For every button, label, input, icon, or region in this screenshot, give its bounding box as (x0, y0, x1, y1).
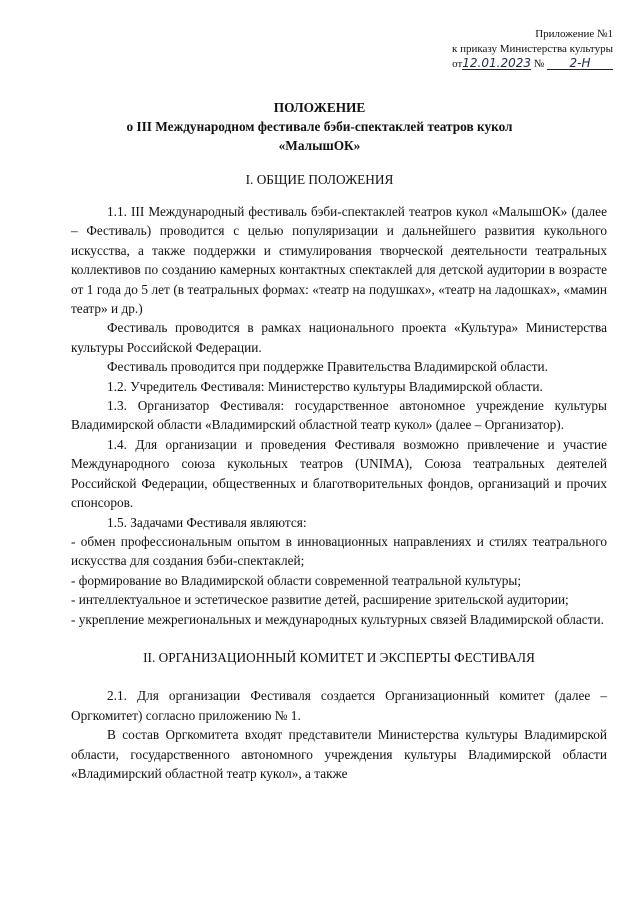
task-item: - укрепление межрегиональных и международных культурных связей Владимирской области. (71, 611, 604, 627)
document-body (71, 202, 607, 783)
paragraph-1-4: 1.4. Для организации и проведения Фестиваля возможно привлечение и участие Международного союза кукольных театров (UNIMA), Союза театральных деятелей Российской Федерации, общественных и благотворительных фондов, организаций и прочих спонсоров. (71, 436, 607, 511)
section-spacer (71, 629, 607, 648)
attachment-line-1: Приложение №1 (535, 28, 613, 40)
section-1-heading: I. ОБЩИЕ ПОЛОЖЕНИЯ (245, 172, 394, 187)
attachment-date-number-line (373, 57, 613, 72)
handwritten-date: 12.01.2023 (462, 56, 531, 70)
paragraph-national-project: Фестиваль проводится в рамках национального проекта «Культура» Министерства культуры Российской Федерации. (71, 320, 607, 355)
handwritten-number: 2-Н (547, 57, 613, 70)
task-item: - обмен профессиональным опытом в инновационных направлениях и стилях театрального искусства для создания бэби-спектаклей; (71, 533, 607, 569)
paragraph-1-2: 1.2. Учредитель Фестиваля: Министерство культуры Владимирской области. (107, 378, 543, 394)
task-item: - интеллектуальное и эстетическое развитие детей, расширение зрительской аудитории; (71, 592, 569, 608)
document-subtitle-line-2: «МалышОК» (278, 138, 361, 153)
paragraph-support: Фестиваль проводится при поддержке Правительства Владимирской области. (107, 359, 548, 375)
section-2-heading: II. ОРГАНИЗАЦИОННЫЙ КОМИТЕТ И ЭКСПЕРТЫ ФЕСТИВАЛЯ (143, 649, 535, 665)
section-spacer (71, 667, 607, 686)
document-subtitle-line-1: о III Международном фестивале бэби-спектаклей театров кукол (126, 119, 513, 134)
attachment-line-2: к приказу Министерства культуры (451, 43, 613, 55)
number-label: № (533, 58, 545, 70)
paragraph-1-5: 1.5. Задачами Фестиваля являются: (107, 514, 307, 530)
paragraph-orgcommittee: В состав Оргкомитета входят представители Министерства культуры Владимирской области, государственного автономного учреждения культуры Владимирской области «Владимирский областной театр кукол», а также (71, 727, 607, 781)
paragraph-2-1: 2.1. Для организации Фестиваля создается Организационный комитет (далее – Оргкомитет) согласно приложению № 1. (71, 688, 607, 723)
task-item: - формирование во Владимирской области современной театральной культуры; (71, 572, 522, 588)
attachment-block (373, 27, 613, 72)
paragraph-1-3: 1.3. Организатор Фестиваля: государственное автономное учреждение культуры Владимирской области «Владимирский областной театр кукол» (далее – Организатор). (71, 398, 607, 433)
from-label: от (452, 58, 463, 70)
paragraph-1-1: 1.1. III Международный фестиваль бэби-спектаклей театров кукол «МалышОК» (далее – Фестиваль) проводится с целью популяризации и дальнейшего развития кукольного искусства, а также поддержки и стимулирования творческой деятельности театральных коллективов по созданию камерных контактных спектаклей для детской аудитории в возрасте от 1 года до 5 лет (в театральных формах: «театр на подушках», «театр на ладошках», «мамин театр» и др.) (71, 204, 607, 317)
document-title: ПОЛОЖЕНИЕ (273, 100, 366, 115)
